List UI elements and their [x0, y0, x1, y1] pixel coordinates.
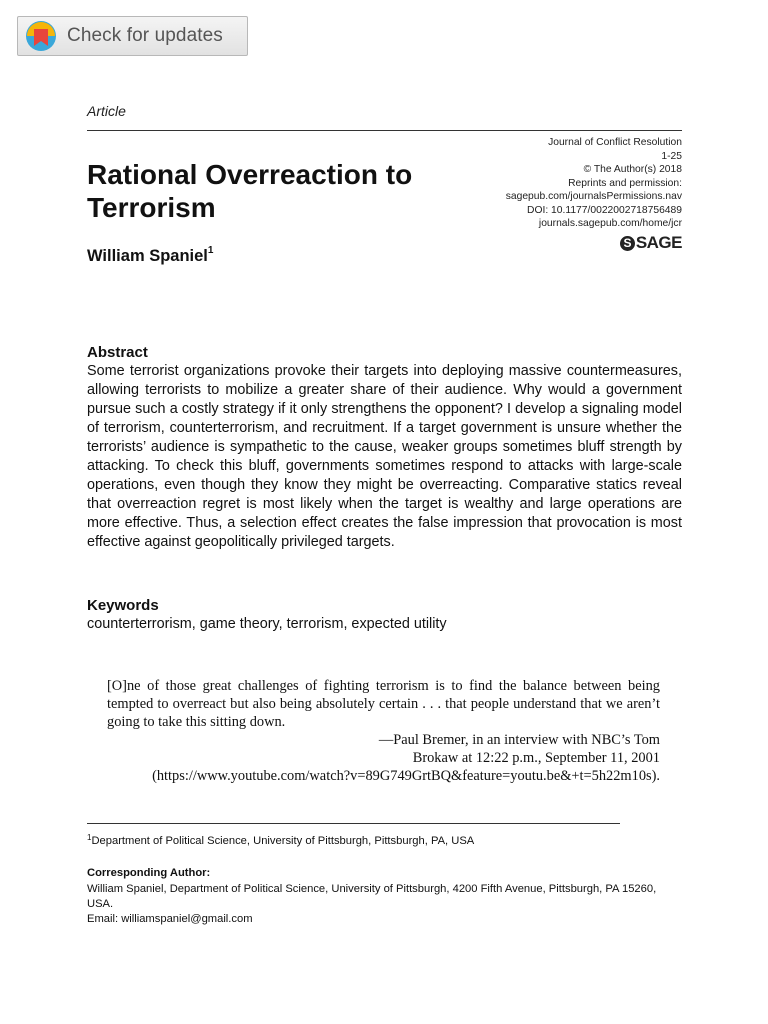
article-type-label: Article	[87, 103, 126, 119]
keywords-heading: Keywords	[87, 597, 159, 614]
sage-logo	[620, 233, 682, 253]
corresponding-author-details	[87, 882, 683, 927]
corresponding-author-address: William Spaniel, Department of Political Science, University of Pittsburgh, 4200 Fifth Avenue, Pittsburgh, PA 15260, USA.	[87, 883, 657, 910]
check-for-updates-label: Check for updates	[67, 25, 223, 46]
epigraph-attribution-line: Brokaw at 12:22 p.m., September 11, 2001	[412, 750, 660, 766]
author-name-text: William Spaniel	[87, 247, 208, 265]
abstract-text: Some terrorist organizations provoke their targets into deploying massive countermeasures, allowing terrorists to mobilize a greater share of their audience. Why would a government pursue such a costly strategy if it only strengthens the opponent? I develop a signaling model of terrorism, counterterrorism, and recruitment. If a target government is unsure whether the terrorists’ audience is sympathetic to the cause, weaker groups sometimes bluff strength by attacking. To check this bluff, governments sometimes respond to attacks with large-scale operations, even though they know they might be overreacting. Comparative statics reveal that overreaction regret is most likely when the target is wealthy and large operations are more effective. Thus, a selection effect creates the false impression that provocation is most effective against geopolitically privileged targets.	[87, 363, 682, 550]
check-for-updates-button[interactable]	[17, 16, 248, 56]
affiliation-text: Department of Political Science, University of Pittsburgh, Pittsburgh, PA, USA	[91, 835, 475, 847]
check-for-updates-icon	[24, 19, 58, 53]
header-divider	[87, 130, 682, 131]
article-title: Rational Overreaction to Terrorism	[87, 159, 413, 223]
doi-link[interactable]: DOI: 10.1177/0022002718756489	[527, 204, 682, 216]
author-affiliation-marker: 1	[207, 245, 214, 256]
corresponding-author-heading: Corresponding Author:	[87, 867, 211, 879]
journal-homepage-link[interactable]: journals.sagepub.com/home/jcr	[538, 218, 682, 229]
abstract-heading: Abstract	[87, 344, 148, 361]
footnote-divider	[87, 823, 620, 824]
sage-s-icon: S	[620, 236, 635, 251]
epigraph-quote: [O]ne of those great challenges of fighting terrorism is to find the balance between being tempted to overreact but also being absolutely certain . . . that people understand that we aren’t going to take this sitting down.	[107, 678, 660, 730]
sage-logo-text: SAGE	[635, 233, 682, 252]
epigraph-attribution-line: —Paul Bremer, in an interview with NBC’s Tom	[378, 732, 660, 748]
permissions-link[interactable]: sagepub.com/journalsPermissions.nav	[505, 191, 682, 202]
corresponding-author-email[interactable]: Email: williamspaniel@gmail.com	[87, 913, 253, 925]
page-range: 1-25	[661, 150, 682, 162]
keywords-list: counterterrorism, game theory, terrorism, expected utility	[87, 616, 447, 632]
journal-name: Journal of Conflict Resolution	[548, 137, 682, 148]
copyright-notice: © The Author(s) 2018	[583, 164, 682, 175]
author-name	[87, 247, 213, 266]
reprints-label: Reprints and permission:	[568, 177, 682, 189]
footnote-marker: 1	[87, 833, 92, 842]
epigraph-source-link[interactable]: (https://www.youtube.com/watch?v=89G749GrtBQ&feature=youtu.be&+t=5h22m10s).	[152, 768, 660, 784]
affiliation-footnote	[87, 835, 474, 847]
epigraph	[107, 677, 660, 785]
